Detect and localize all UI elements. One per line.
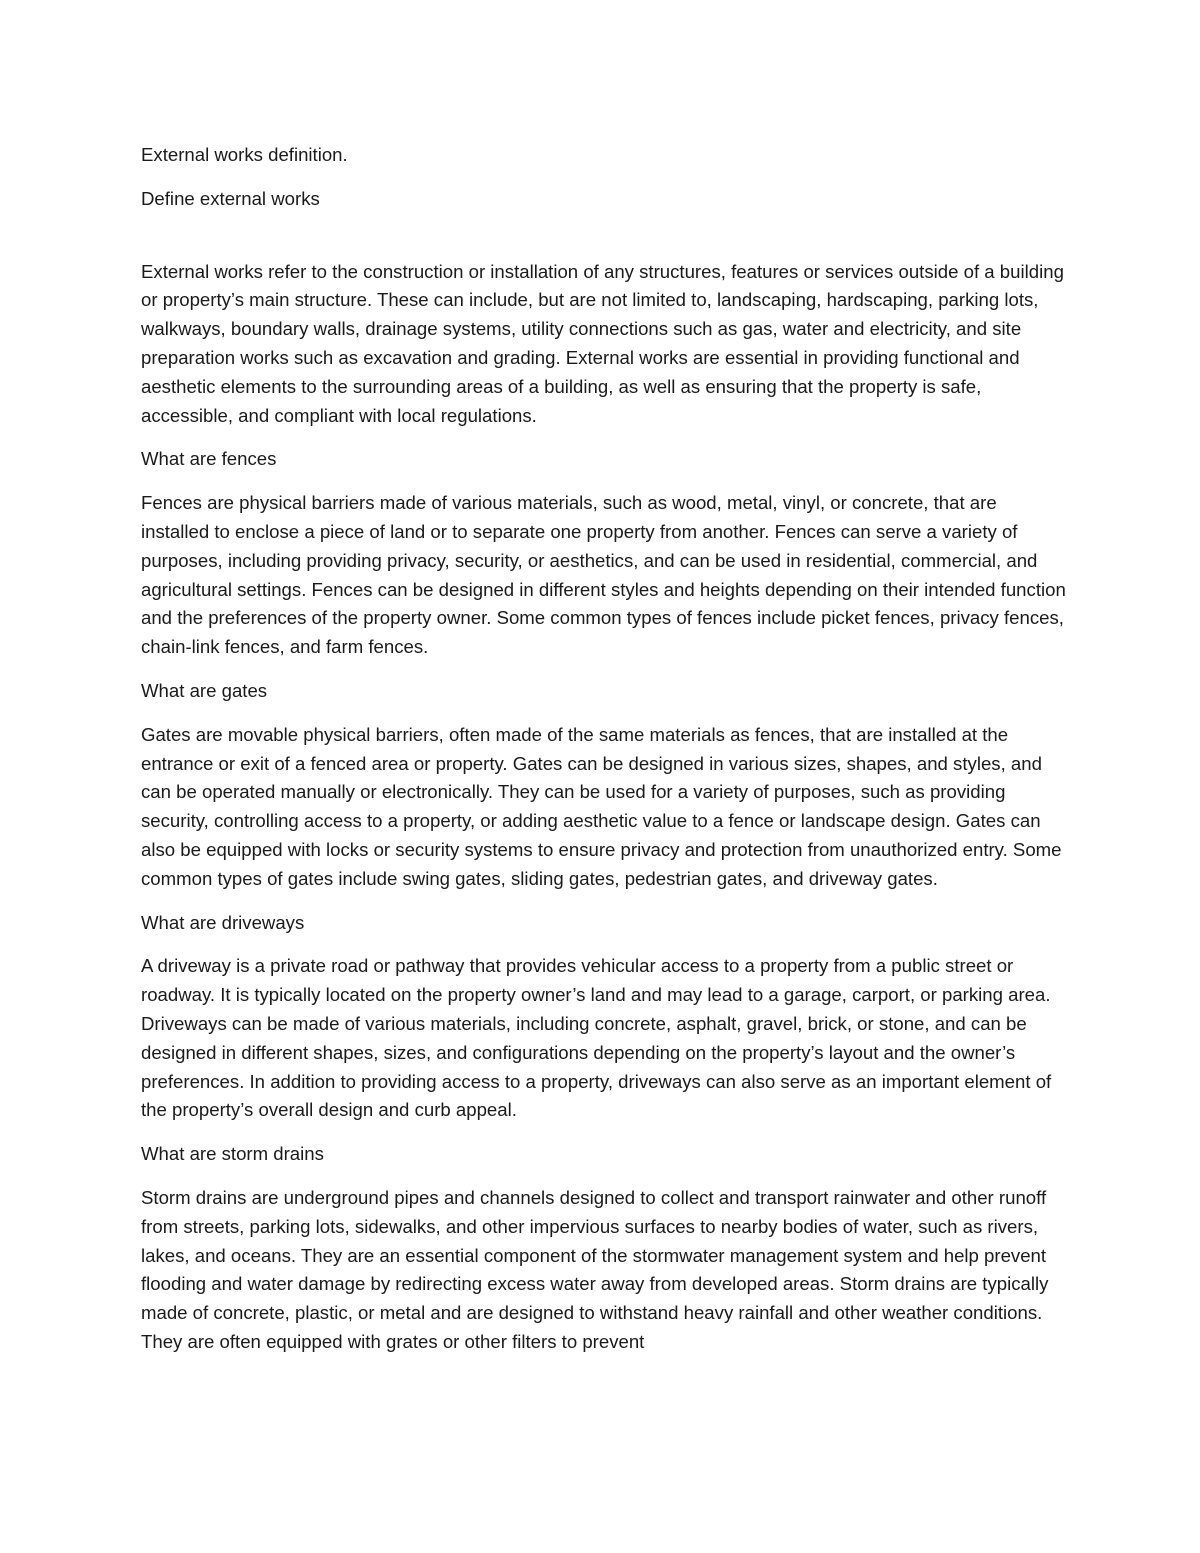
paragraph-external-works: External works refer to the construction or installation of any structures, features or services outside of a building or property’s main structure. These can include, but are not limited to, landscaping, hardscaping, parking lots, walkways, boundary walls, drainage systems, utility connections such as gas, water and electricity, and site preparation works such as excavation and grading. External works are essential in providing functional and aesthetic elements to the surrounding areas of a building, as well as ensuring that the property is safe, accessible, and compliant with local regulations. xyxy=(141,260,1064,426)
paragraph-storm-drains: Storm drains are underground pipes and channels designed to collect and transport rainwater and other runoff from streets, parking lots, sidewalks, and other impervious surfaces to nearby bodies of water, such as rivers, lakes, and oceans. They are an essential component of the stormwater management system and help prevent flooding and water damage by redirecting excess water away from developed areas. Storm drains are typically made of concrete, plastic, or metal and are designed to withstand heavy rainfall and other weather conditions. They are often equipped with grates or other filters to prevent xyxy=(141,1186,1049,1352)
paragraph-gates: Gates are movable physical barriers, often made of the same materials as fences, that are installed at the entrance or exit of a fenced area or property. Gates can be designed in various sizes, shapes, and styles, and can be operated manually or electronically. They can be used for a variety of purposes, such as providing security, controlling access to a property, or adding aesthetic value to a fence or landscape design. Gates can also be equipped with locks or security systems to ensure privacy and protection from unauthorized entry. Some common types of gates include swing gates, sliding gates, pedestrian gates, and driveway gates. xyxy=(141,723,1062,889)
heading-gates: What are gates xyxy=(141,679,268,701)
paragraph-driveways: A driveway is a private road or pathway that provides vehicular access to a property from a public street or roadway. It is typically located on the property owner’s land and may lead to a garage, carport, or parking area. Driveways can be made of various materials, including concrete, asphalt, gravel, brick, or stone, and can be designed in different shapes, sizes, and configurations depending on the property’s layout and the owner’s preferences. In addition to providing access to a property, driveways can also serve as an important element of the property’s overall design and curb appeal. xyxy=(141,955,1052,1121)
paragraph-fences: Fences are physical barriers made of various materials, such as wood, metal, vinyl, or concrete, that are installed to enclose a piece of land or to separate one property from another. Fences can serve a variety of purposes, including providing privacy, security, or aesthetics, and can be used in residential, commercial, and agricultural settings. Fences can be designed in different styles and heights depending on their intended function and the preferences of the property owner. Some common types of fences include picket fences, privacy fences, chain-link fences, and farm fences. xyxy=(141,492,1066,658)
document-subtitle: Define external works xyxy=(141,187,320,209)
heading-storm-drains: What are storm drains xyxy=(141,1143,324,1165)
document-body xyxy=(141,141,1066,1372)
document-title: External works definition. xyxy=(141,144,348,165)
heading-fences: What are fences xyxy=(141,448,277,470)
heading-driveways: What are driveways xyxy=(141,911,305,933)
